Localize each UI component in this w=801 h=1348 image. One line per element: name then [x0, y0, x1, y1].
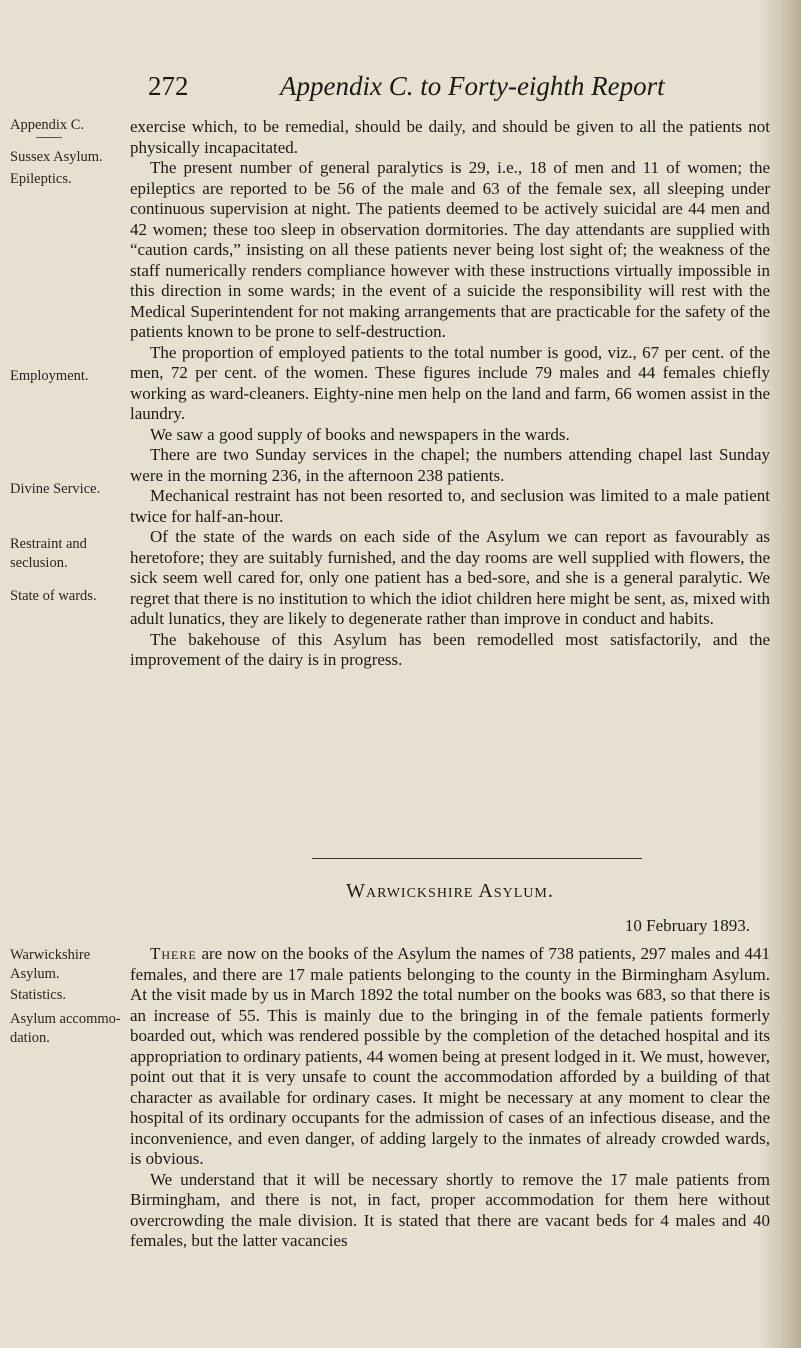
sussex-report-body	[130, 117, 770, 671]
section-heading: Warwickshire Asylum.	[346, 880, 554, 902]
margin-rule	[36, 137, 62, 138]
report-date: 10 February 1893.	[624, 916, 750, 935]
margin-note-divine-service: Divine Service.	[10, 481, 101, 497]
section-divider	[312, 858, 642, 859]
running-title: Appendix C. to Forty-eighth Report	[280, 71, 665, 101]
margin-note-appendix: Appendix C.	[10, 117, 85, 133]
running-header	[148, 66, 768, 106]
page-number: 272	[148, 71, 189, 101]
margin-note-accommodation: Asylum accommo-dation.	[10, 1011, 121, 1046]
paragraph: We saw a good supply of books and newspapers in the wards.	[150, 424, 570, 444]
paragraph-text: are now on the books of the Asylum the names of 738 patients, 297 males and 441 females, and there are 17 male patients belonging to the county in the Birmingham Asylum. At the visit made by us in March 1892 the total number on the books was 683, so that there is an increase of 55. This is mainly due to the bringing in of the female patients formerly boarded out, which was rendered possible by the completion of the detached hospital and its appropriation to ordinary patients, 44 women being at present lodged in it. We must, however, point out that it is very unsafe to count the accommodation afforded by a building of that character as available for ordinary cases. It might be necessary at any moment to clear the hospital of its ordinary occupants for the admission of cases of an infectious disease, and the inconvenience, and even danger, of adding largely to the inmates of already crowded wards, is obvious.	[130, 944, 770, 1168]
margin-note-epileptics: Epileptics.	[10, 171, 72, 187]
paragraph: The present number of general paralytics is 29, i.e., 18 of men and 11 of women; the epileptics are reported to be 56 of the male and 63 of the female sex, all sleeping under continuous supervision at night. The patients deemed to be actively suicidal are 44 men and 42 women; these too sleep in observation dormitories. The day attendants are supplied with “caution cards,” insisting on all these patients never being lost sight of; the weakness of the staff numerically renders compliance however with these instructions virtually impossible in this direction in some wards; in the event of a suicide the responsibility will rest with the Medical Superintendent for not making arrangements that are practicable for the safety of the patients known to be prone to self-destruction.	[130, 158, 770, 341]
paragraph	[130, 944, 770, 1170]
paragraph: exercise which, to be remedial, should be daily, and should be given to all the patients not physically incapacitated.	[130, 117, 770, 157]
paragraph: The bakehouse of this Asylum has been remodelled most satisfactorily, and the improvement of the dairy is in progress.	[130, 629, 770, 669]
paragraph: The proportion of employed patients to the total number is good, viz., 67 per cent. of the men, 72 per cent. of the women. These figures include 79 males and 44 females chiefly working as ward-cleaners. Eighty-nine men help on the land and farm, 66 women assist in the laundry.	[130, 342, 770, 423]
paragraph: There are two Sunday services in the chapel; the numbers attending chapel last Sunday were in the morning 236, in the afternoon 238 patients.	[130, 445, 770, 485]
margin-note-wards: State of wards.	[10, 588, 97, 604]
margin-note-employment: Employment.	[10, 368, 89, 384]
paragraph: We understand that it will be necessary shortly to remove the 17 male patients from Birmingham, and there is not, in fact, proper accommodation for them here without overcrowding the male division. It is stated that there are vacant beds for 4 males and 40 females, but the latter vacancies	[130, 1169, 770, 1250]
margin-note-statistics: Statistics.	[10, 987, 66, 1003]
margin-note-sussex: Sussex Asylum.	[10, 149, 103, 165]
paragraph: Mechanical restraint has not been resorted to, and seclusion was limited to a male patient twice for half-an-hour.	[130, 486, 770, 526]
paragraph: Of the state of the wards on each side of the Asylum we can report as favourably as heretofore; they are suitably furnished, and the day rooms are well supplied with flowers, the sick seem well cared for, only one patient has a bed-sore, and she is a general paralytic. We regret that there is no institution to which the idiot children here might be sent, as, mixed with adult lunatics, they are likely to degenerate rather than improve in conduct and habits.	[130, 527, 770, 628]
warwickshire-report-body	[130, 944, 770, 1252]
margin-note-restraint: Restraint and seclusion.	[10, 536, 87, 571]
lead-word: There	[150, 944, 197, 963]
margin-note-warwickshire: Warwickshire Asylum.	[10, 947, 91, 982]
